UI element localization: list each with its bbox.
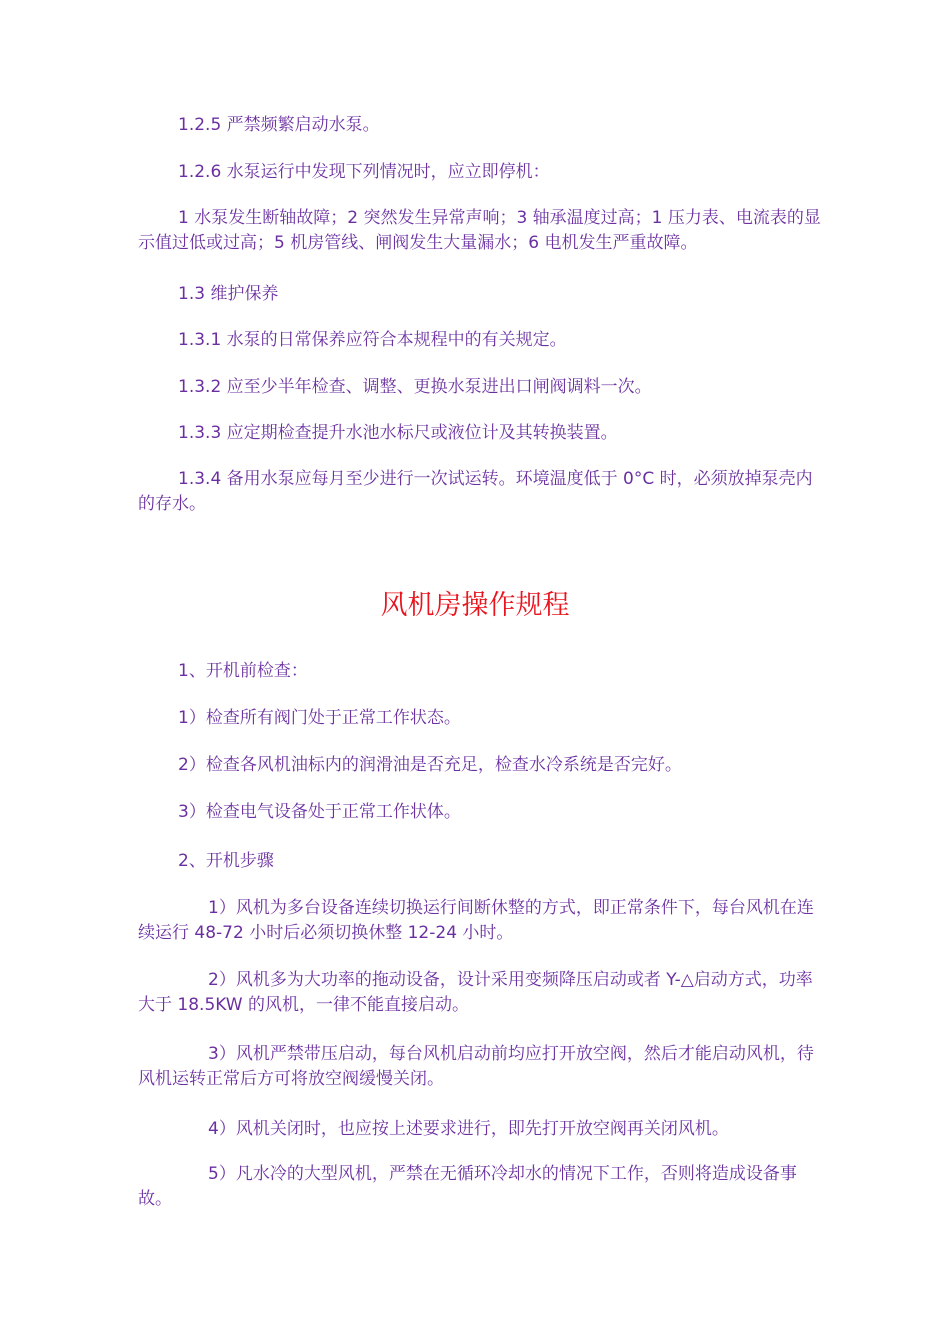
page-title: 风机房操作规程 <box>380 590 570 621</box>
paragraph-1-3-3: 1.3.3 应定期检查提升水池水标尺或液位计及其转换装置。 <box>178 423 618 443</box>
heading-start-steps: 2、开机步骤 <box>178 851 274 871</box>
paragraph-1-3-1: 1.3.1 水泵的日常保养应符合本规程中的有关规定。 <box>178 330 567 350</box>
step-item-5: 5）凡水冷的大型风机，严禁在无循环冷却水的情况下工作，否则将造成设备事故。 <box>138 1164 797 1209</box>
paragraph-1-2-5: 1.2.5 严禁频繁启动水泵。 <box>178 115 380 135</box>
heading-pre-start-check: 1、开机前检查： <box>178 661 308 681</box>
paragraph-1-3-4: 1.3.4 备用水泵应每月至少进行一次试运转。环境温度低于 0°C 时，必须放掉泵壳内的存水。 <box>138 469 813 514</box>
step-item-3: 3）风机严禁带压启动，每台风机启动前均应打开放空阀，然后才能启动风机，待风机运转正常后方可将放空阀缓慢关闭。 <box>138 1044 814 1089</box>
check-item-2: 2）检查各风机油标内的润滑油是否充足，检查水冷系统是否完好。 <box>178 755 682 775</box>
step-item-4: 4）风机关闭时，也应按上述要求进行，即先打开放空阀再关闭风机。 <box>208 1119 729 1139</box>
check-item-3: 3）检查电气设备处于正常工作状体。 <box>178 802 461 822</box>
check-item-1: 1）检查所有阀门处于正常工作状态。 <box>178 708 461 728</box>
paragraph-1-3-2: 1.3.2 应至少半年检查、调整、更换水泵进出口闸阀调料一次。 <box>178 377 652 397</box>
heading-1-3: 1.3 维护保养 <box>178 284 279 304</box>
step-item-1: 1）风机为多台设备连续切换运行间断休整的方式，即正常条件下，每台风机在连续运行 48-72 小时后必须切换休整 12-24 小时。 <box>138 898 814 943</box>
paragraph-1-2-6: 1.2.6 水泵运行中发现下列情况时，应立即停机： <box>178 162 550 182</box>
step-item-2: 2）风机多为大功率的拖动设备，设计采用变频降压启动或者 Y-△启动方式，功率大于 18.5KW 的风机，一律不能直接启动。 <box>138 970 813 1015</box>
paragraph-fault-list: 1 水泵发生断轴故障；2 突然发生异常声响；3 轴承温度过高；1 压力表、电流表的显示值过低或过高；5 机房管线、闸阀发生大量漏水；6 电机发生严重故障。 <box>138 208 821 253</box>
